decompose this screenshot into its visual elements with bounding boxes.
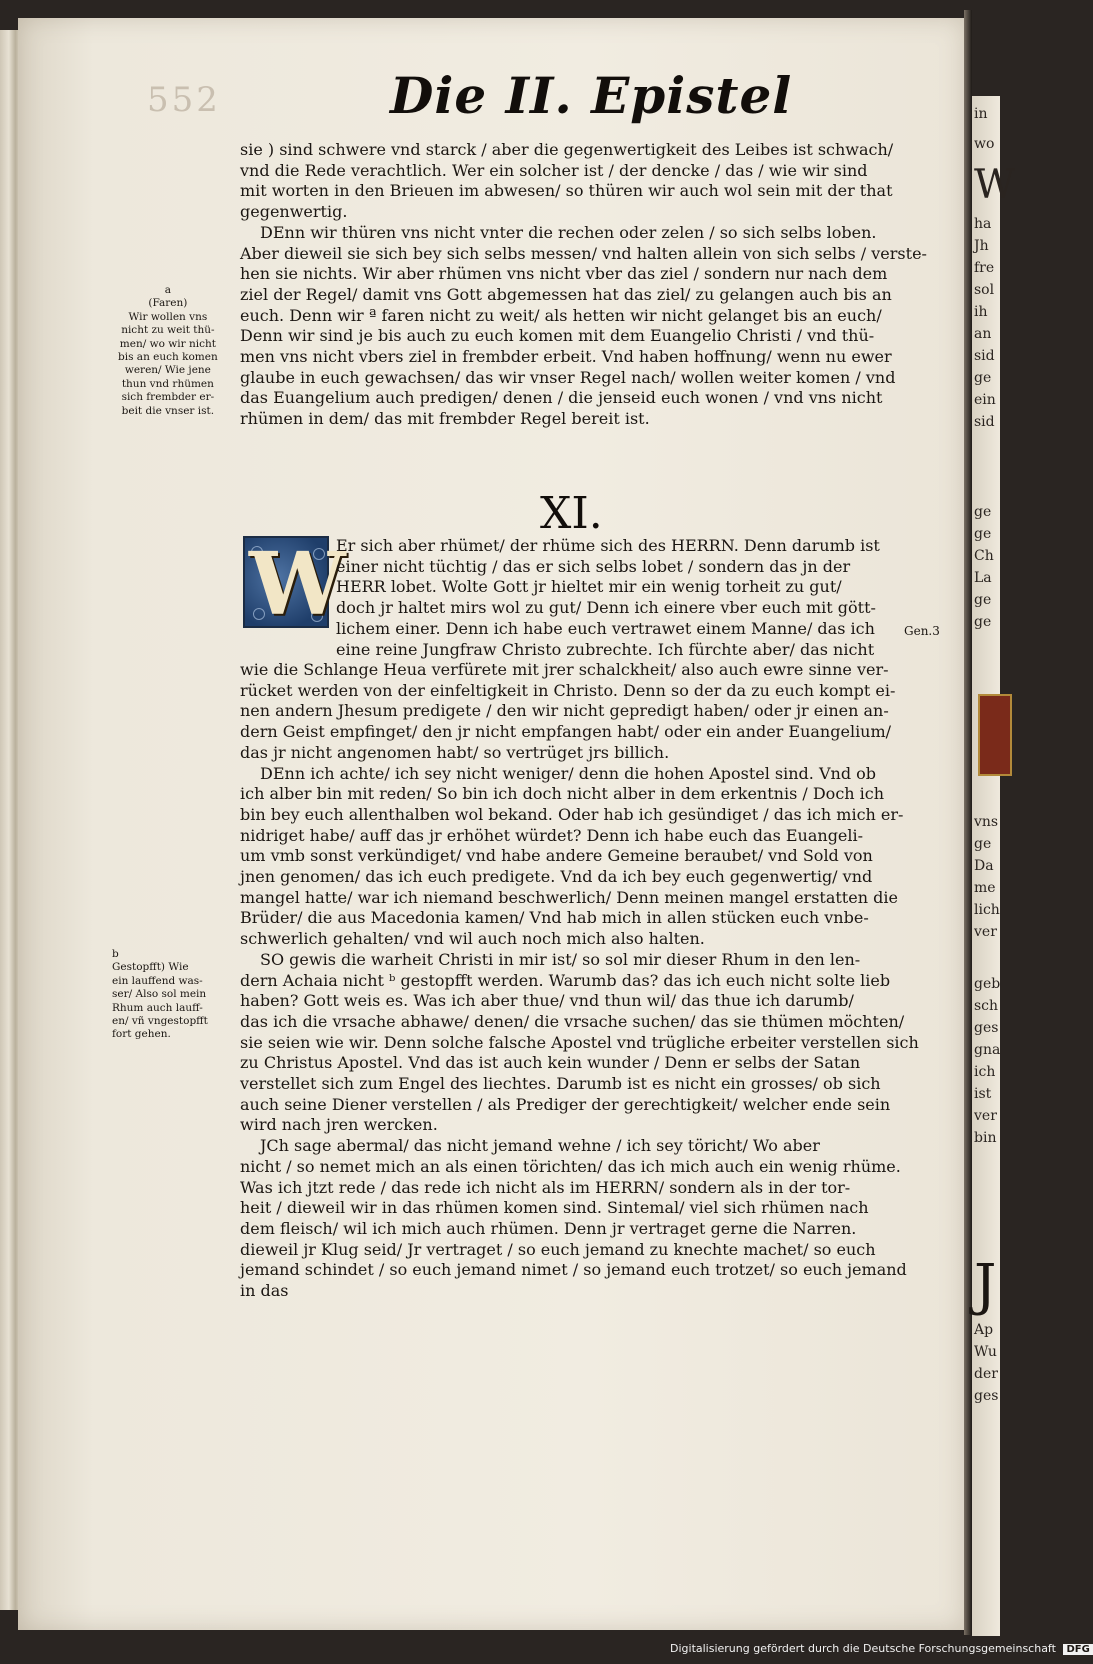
text-section-2-first xyxy=(336,536,906,660)
decorated-initial xyxy=(243,534,346,635)
text-line: men/ wo wir nicht xyxy=(119,337,216,350)
text-line: glaube in euch gewachsen/ das wir vnser Regel nach/ wollen weiter komen / vnd xyxy=(240,367,896,387)
text-line: Brüder/ die aus Macedonia kamen/ Vnd hab mich in allen stücken euch vnbe- xyxy=(240,908,869,928)
text-line: hen sie nichts. Wir aber rhümen vns nicht vber das ziel / sondern nur nach dem xyxy=(240,264,888,284)
text-line: doch jr haltet mirs wol zu gut/ Denn ich einere vber euch mit gött- xyxy=(336,598,876,618)
text-line: Rhum auch lauff- xyxy=(112,1001,203,1014)
footer-credit xyxy=(670,1642,1093,1655)
text-line: nicht / so nemet mich an als einen törichten/ das ich mich auch ein wenig rhüme. xyxy=(240,1156,901,1176)
text-line: ziel der Regel/ damit vns Gott abgemessen hat das ziel/ zu gelangen auch bis an xyxy=(240,284,892,304)
text-line: ich alber bin mit reden/ So bin ich doch nicht alber in dem erkentnis / Doch ich xyxy=(240,784,885,804)
text-line: dieweil jr Klug seid/ Jr vertraget / so euch jemand zu knechte machet/ so euch xyxy=(240,1239,876,1259)
text-line: sie ) sind schwere vnd starck / aber die gegenwertigkeit des Leibes ist schwach/ xyxy=(240,140,894,159)
text-line: haben? Gott weis es. Was ich aber thue/ vnd thun wil/ das thue ich darumb/ xyxy=(240,991,854,1011)
text-line: en/ vñ vngestopfft xyxy=(112,1015,208,1028)
text-line: SO gewis die warheit Christi in mir ist/ so sol mir dieser Rhum in den len- xyxy=(260,949,861,969)
text-line: gegenwertig. xyxy=(240,202,348,222)
text-line: das ich die vrsache abhawe/ denen/ die vrsache suchen/ das sie thümen möchten/ xyxy=(240,1011,905,1031)
text-line: in das xyxy=(240,1281,289,1301)
text-line: vnd die Rede verachtlich. Wer ein solcher ist / der dencke / das / wie wir sind xyxy=(240,160,868,180)
text-line: nicht zu weit thü- xyxy=(121,324,215,337)
text-line: a xyxy=(164,284,171,296)
text-line: men vns nicht vbers ziel in frembder erbeit. Vnd haben hoffnung/ wenn nu ewer xyxy=(240,347,892,367)
text-line: sich frembder er- xyxy=(121,391,215,404)
dfg-logo: DFG xyxy=(1063,1644,1092,1655)
text-line: rhümen in dem/ das mit frembder Regel bereit ist. xyxy=(240,409,650,429)
next-page-fragment: in wo W ha Jh fre sol ih an sid ge ein sid ge ge Ch La ge ge vns ge Da me lich ver geb sch ges gna ich ist ver bin J Ap Wu der ges xyxy=(972,96,1000,1636)
text-line: wird nach jren wercken. xyxy=(240,1115,438,1135)
text-line: dem fleisch/ wil ich mich auch rhümen. Denn jr vertraget gerne die Narren. xyxy=(240,1218,857,1238)
text-line: mit worten in den Brieuen im abwesen/ so thüren wir auch wol sein mit der that xyxy=(240,181,893,201)
text-line: JCh sage abermal/ das nicht jemand wehne / ich sey töricht/ Wo aber xyxy=(260,1136,820,1156)
text-line: nidriget habe/ auff das jr erhöhet würdet? Denn ich habe euch das Euangeli- xyxy=(240,825,864,845)
text-line: auch seine Diener verstellen / als Prediger der gerechtigkeit/ welcher ende sein xyxy=(240,1094,891,1114)
text-line: Denn wir sind je bis auch zu euch komen mit dem Euangelio Christi / vnd thü- xyxy=(240,326,875,346)
footer-text: Digitalisierung gefördert durch die Deutsche Forschungsgemeinschaft xyxy=(670,1642,1056,1655)
text-line: fort gehen. xyxy=(112,1028,171,1041)
text-line: bis an euch komen xyxy=(118,351,218,364)
text-line: beit die vnser ist. xyxy=(121,404,215,417)
text-line: dern Achaia nicht ᵇ gestopfft werden. Warumb das? das ich euch nicht solte lieb xyxy=(240,970,891,990)
text-line: eine reine Jungfraw Christo zubrechte. Ich fürchte aber/ das nicht xyxy=(336,639,875,659)
margin-note-b xyxy=(112,948,208,1042)
running-head: Die II. Epistel xyxy=(390,66,793,125)
text-line: jnen genomen/ das ich euch predigete. Vnd da ich bey euch gegenwertig/ vnd xyxy=(240,867,873,887)
text-line: das Euangelium auch predigen/ denen / die jenseid euch wonen / vnd vns nicht xyxy=(240,388,883,408)
text-line: zu Christus Apostel. Vnd das ist auch kein wunder / Denn er selbs der Satan xyxy=(240,1053,861,1073)
text-line: verstellet sich zum Engel des liechtes. Darumb ist es nicht ein grosses/ ob sich xyxy=(240,1074,881,1094)
text-line: einer nicht tüchtig / das er sich selbs lobet / sondern das jn der xyxy=(336,556,851,576)
text-line: DEnn wir thüren vns nicht vnter die rechen oder zelen / so sich selbs loben. xyxy=(260,222,877,242)
margin-note-a xyxy=(118,284,218,418)
text-line: rücket werden von der einfeltigkeit in Christo. Denn so der da zu euch kompt ei- xyxy=(240,680,896,700)
text-line: jemand schindet / so euch jemand nimet / so jemand euch trotzet/ so euch jemand xyxy=(240,1260,907,1280)
text-section-1 xyxy=(240,140,927,430)
text-line: Aber dieweil sie sich bey sich selbs messen/ vnd halten allein von sich selbs / verste- xyxy=(240,243,927,263)
text-line: ein lauffend was- xyxy=(112,974,203,987)
text-line: das jr nicht angenomen habt/ so vertrüget jrs billich. xyxy=(240,742,670,762)
text-line: mangel hatte/ war ich niemand beschwerlich/ Denn meinen mangel erstatten die xyxy=(240,887,898,907)
next-page-initial xyxy=(978,694,1012,776)
text-line: dern Geist empfinget/ den jr nicht empfangen habt/ oder ein ander Euangelium/ xyxy=(240,722,892,742)
text-line: wie die Schlange Heua verfürete mit jrer schalckheit/ also auch ewre sinne ver- xyxy=(240,660,889,679)
text-line: euch. Denn wir ª faren nicht zu weit/ als hetten wir nicht gelanget bis an euch/ xyxy=(240,305,882,325)
text-line: DEnn ich achte/ ich sey nicht weniger/ denn die hohen Apostel sind. Vnd ob xyxy=(260,763,877,783)
text-line: ser/ Also sol mein xyxy=(112,988,207,1001)
text-line: Was ich jtzt rede / das rede ich nicht als im HERRN/ sondern als in der tor- xyxy=(240,1177,851,1197)
text-line: schwerlich gehalten/ vnd wil auch noch mich also halten. xyxy=(240,929,705,949)
text-line: HERR lobet. Wolte Gott jr hieltet mir ein wenig torheit zu gut/ xyxy=(336,577,842,597)
text-line: b xyxy=(112,948,119,960)
margin-reference: Gen.3 xyxy=(904,624,940,638)
text-line: nen andern Jhesum predigete / den wir nicht gepredigt haben/ oder jr einen an- xyxy=(240,701,889,721)
book-gutter xyxy=(964,10,972,1635)
text-line: Er sich aber rhümet/ der rhüme sich des HERRN. Denn darumb ist xyxy=(336,536,880,555)
text-line: (Faren) xyxy=(148,297,188,310)
text-line: bin bey euch allenthalben wol bekand. Oder hab ich gesündiget / das ich mich er- xyxy=(240,804,904,824)
text-line: um vmb sonst verkündiget/ vnd habe andere Gemeine beraubet/ vnd Sold von xyxy=(240,846,873,866)
text-line: Wir wollen vns xyxy=(128,310,208,323)
chapter-number: XI. xyxy=(540,488,603,539)
initial-letter: W xyxy=(249,534,346,635)
text-line: Gestopfft) Wie xyxy=(112,961,189,974)
text-line: heit / dieweil wir in das rhümen komen sind. Sintemal/ viel sich rhümen nach xyxy=(240,1198,869,1218)
text-line: thun vnd rhümen xyxy=(121,377,214,390)
text-line: weren/ Wie jene xyxy=(124,364,211,377)
text-line: lichem einer. Denn ich habe euch vertrawet einem Manne/ das ich xyxy=(336,618,875,638)
ghost-page-number: 552 xyxy=(147,80,221,120)
text-section-2-rest xyxy=(240,660,919,1302)
text-line: sie seien wie wir. Denn solche falsche Apostel vnd trügliche erbeiter verstellen sich xyxy=(240,1032,919,1052)
